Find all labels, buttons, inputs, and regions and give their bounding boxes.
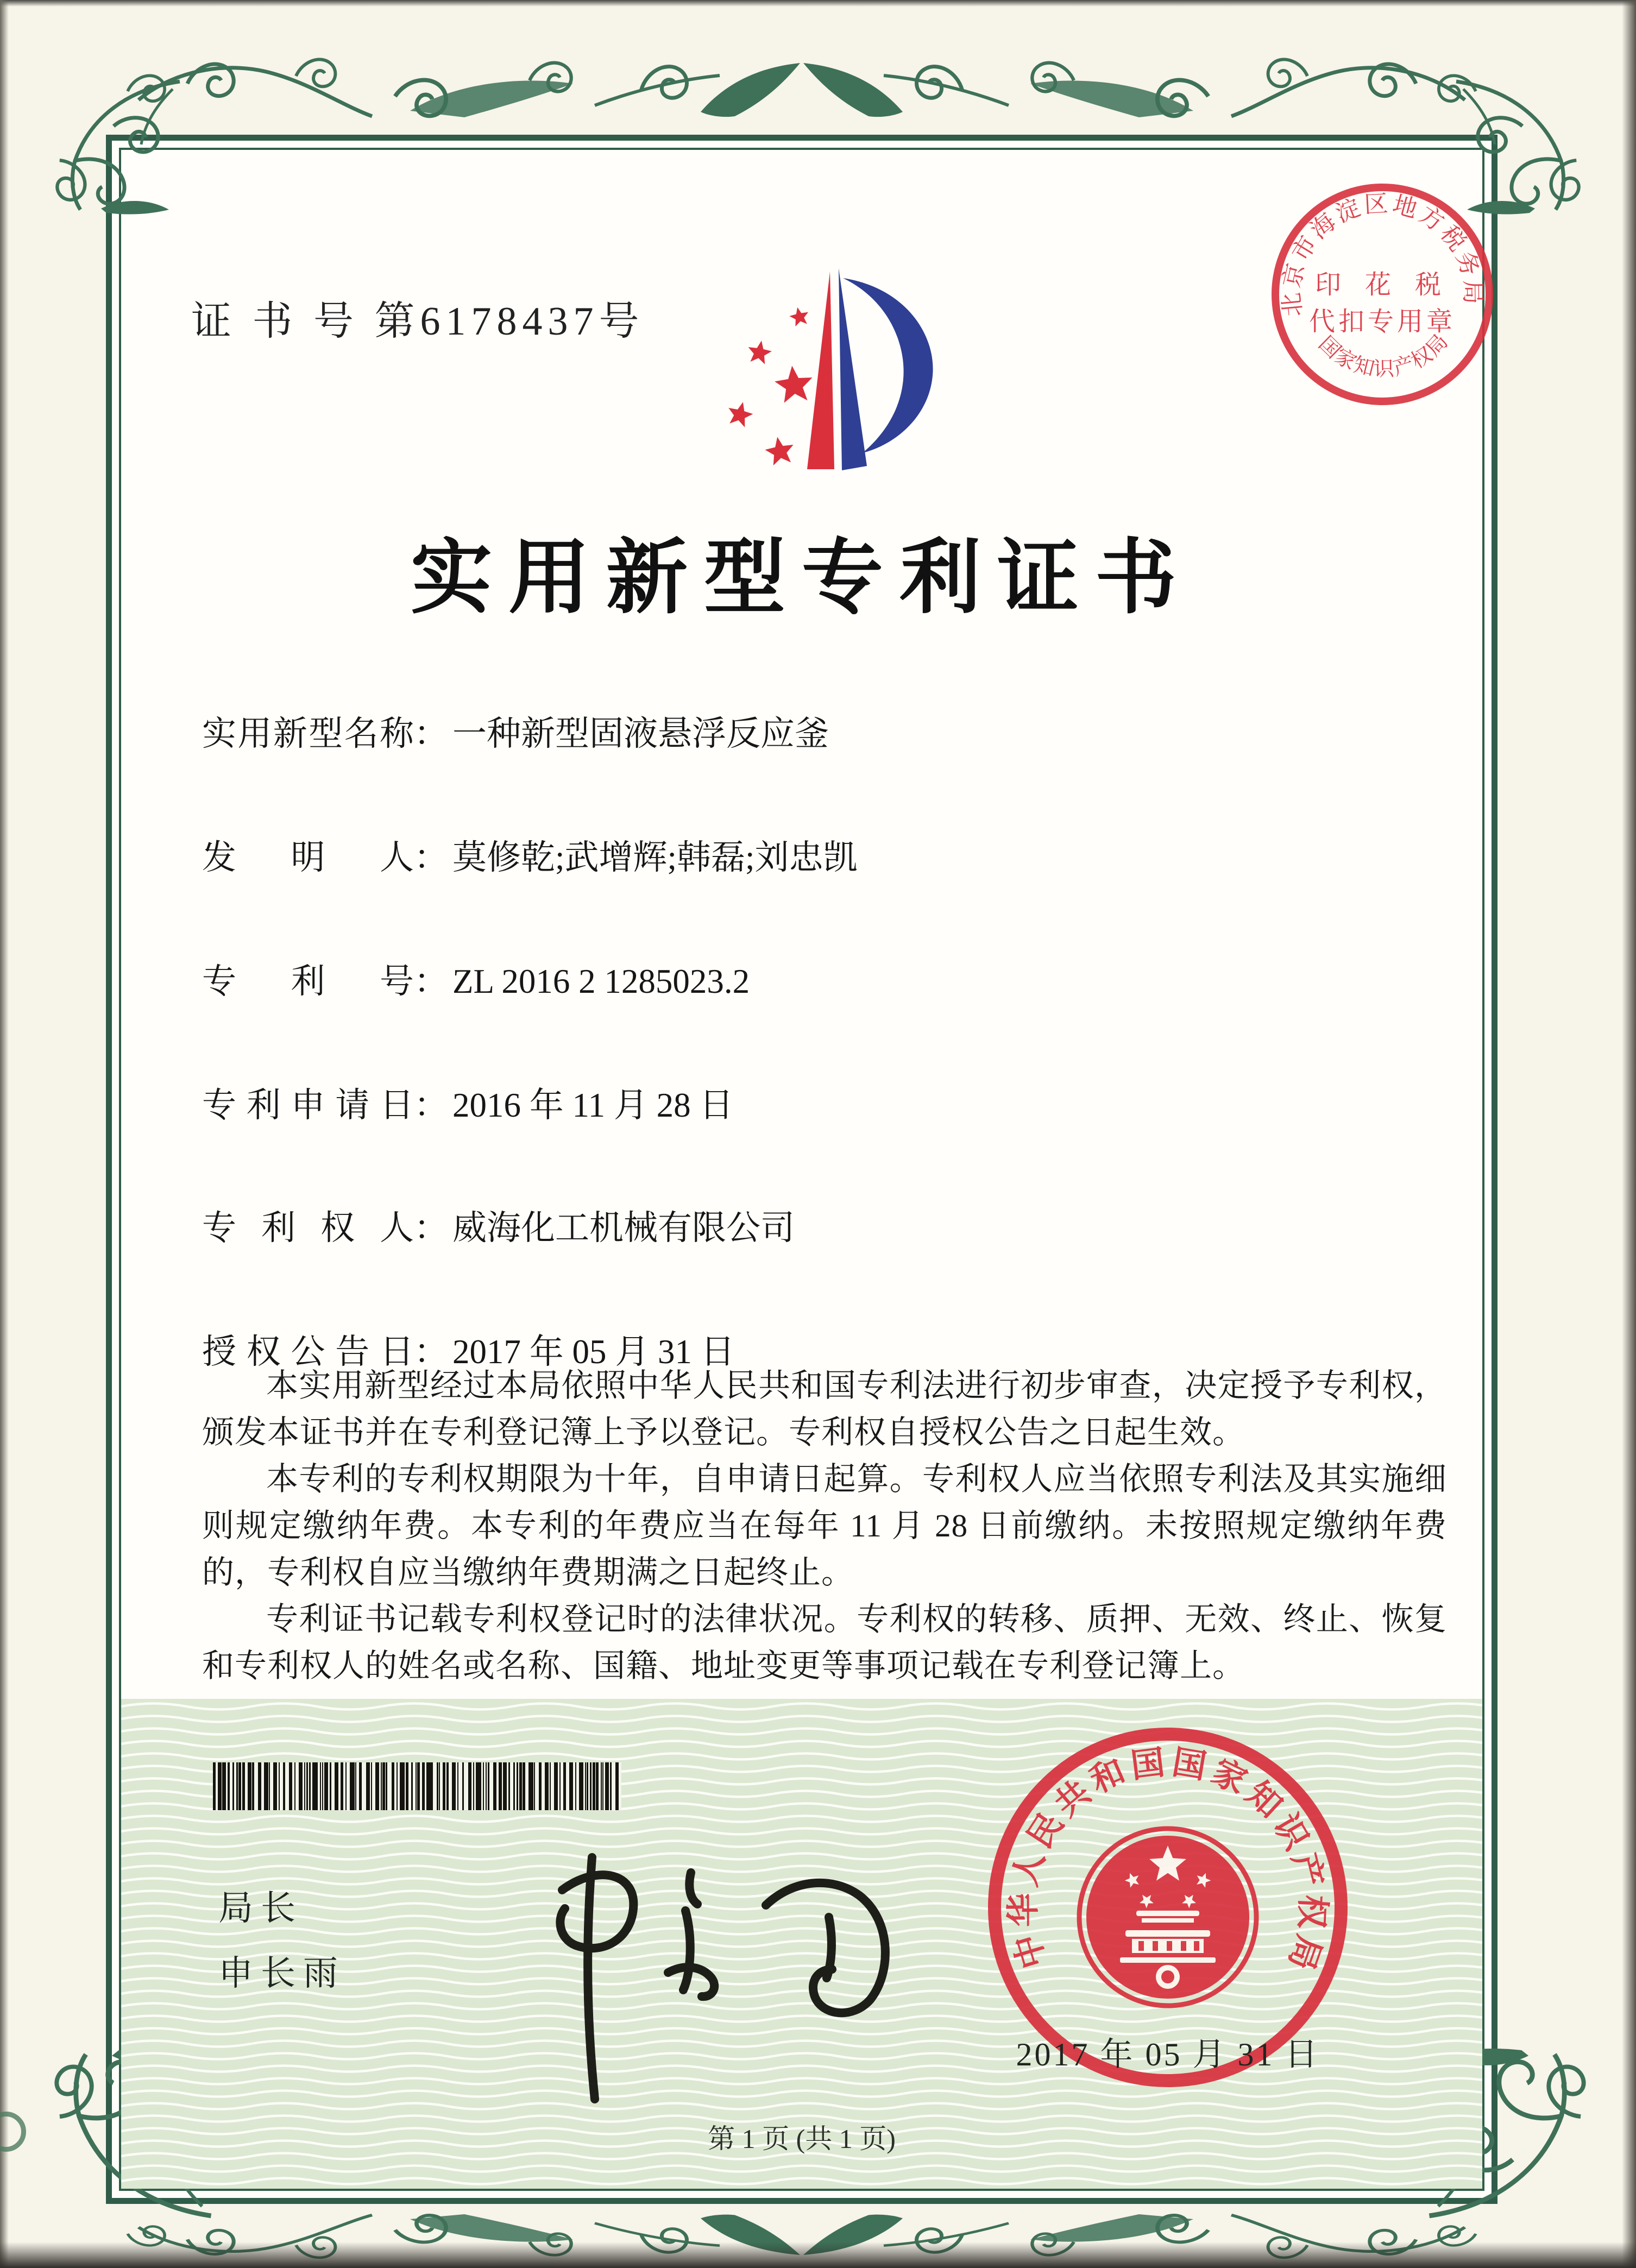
field-label: 专利申请日 (202, 1086, 414, 1124)
field-row-inventors (202, 830, 858, 879)
scan-edge-top (0, 0, 1636, 7)
field-colon: ： (414, 1086, 448, 1124)
ornamental-border-bottom (106, 2206, 1497, 2268)
registration-mark (0, 2112, 26, 2152)
field-row-name (202, 706, 829, 755)
field-colon: ： (414, 715, 448, 753)
scan-edge-right (1622, 0, 1636, 2268)
field-value: 莫修乾;武增辉;韩磊;刘忠凯 (452, 839, 858, 877)
tax-stamp-arc-top: 北京市海淀区地方税务局 (1278, 190, 1487, 318)
corner-flourish-top-left (47, 73, 193, 219)
field-label: 发明人 (202, 839, 414, 877)
field-value: 2016 年 11 月 28 日 (452, 1086, 734, 1124)
page-number: 第 1 页 (共 1 页) (708, 2124, 896, 2154)
field-colon: ： (414, 839, 448, 877)
field-value: 威海化工机械有限公司 (452, 1209, 795, 1247)
cnipa-logo-icon (717, 256, 961, 484)
field-value: 2017 年 05 月 31 日 (452, 1333, 735, 1371)
field-row-patentee (202, 1200, 795, 1250)
signature-icon (511, 1809, 902, 2113)
field-value: 一种新型固液悬浮反应釜 (452, 715, 829, 753)
barcode-icon (213, 1762, 621, 1810)
paragraph-2: 本专利的专利权期限为十年，自申请日起算。专利权人应当依照专利法及其实施细则规定缴纳年费。本专利的年费应当在每年 11 月 28 日前缴纳。未按照规定缴纳年费的，专利权自应当缴纳年费期满之日起终止。 (202, 1461, 1447, 1590)
paragraph-3: 专利证书记载专利权登记时的法律状况。专利权的转移、质押、无效、终止、恢复和专利权人的姓名或名称、国籍、地址变更等事项记载在专利登记簿上。 (202, 1601, 1447, 1684)
certificate-title: 实用新型专利证书 (410, 532, 1193, 623)
scan-edge-left (0, 0, 9, 2268)
field-label: 授权公告日 (202, 1333, 414, 1371)
svg-text:国家知识产权局 (1314, 329, 1453, 381)
office-seal-arc-text: 中华人民共和国国家知识产权局 (1005, 1743, 1331, 1980)
field-label: 实用新型名称 (202, 715, 414, 753)
signer-name: 申长雨 (218, 1954, 345, 1993)
field-row-filing-date (202, 1078, 733, 1127)
seal-date: 2017 年 05 月 31 日 (1016, 2037, 1320, 2072)
field-colon: ： (414, 962, 448, 1000)
tax-stamp-line1: 印 花 税 (1314, 270, 1450, 299)
paragraph-1: 本实用新型经过本局依照中华人民共和国专利法进行初步审查，决定授予专利权，颁发本证书并在专利登记簿上予以登记。专利权自授权公告之日起生效。 (202, 1368, 1447, 1450)
tax-stamp (1263, 175, 1502, 414)
legal-text (202, 1362, 1447, 1689)
tax-stamp-line2: 代扣专用章 (1308, 307, 1456, 336)
field-colon: ： (414, 1333, 448, 1371)
field-colon: ： (414, 1209, 448, 1247)
national-emblem-icon (1079, 1829, 1256, 2006)
field-label: 专利号 (202, 962, 414, 1000)
ornamental-border-top (106, 46, 1497, 133)
tax-stamp-arc-bottom: 国家知识产权局 (1314, 329, 1453, 381)
signer-title: 局长 (218, 1889, 303, 1927)
field-value: ZL 2016 2 1285023.2 (452, 962, 750, 1000)
certificate-number: 证 书 号 第6178437号 (191, 299, 645, 344)
field-row-patent-no (202, 954, 750, 1003)
field-label: 专利权人 (202, 1209, 414, 1247)
